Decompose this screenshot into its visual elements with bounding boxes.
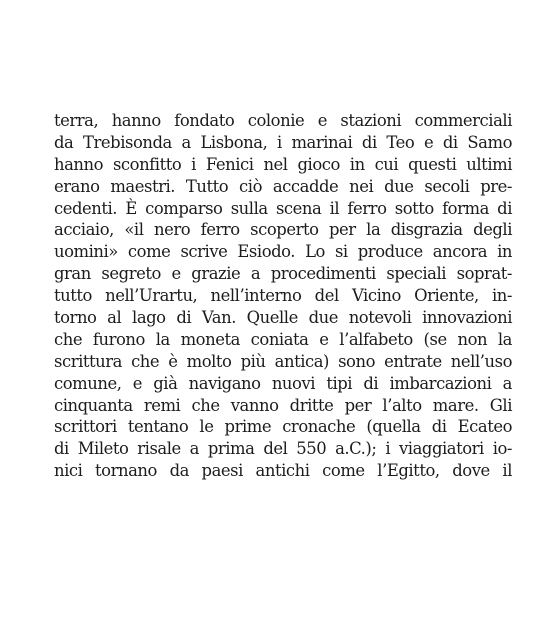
text-line: hanno sconfitto i Fenici nel gioco in cui questi ultimi — [54, 154, 512, 174]
text-line: scrittura che è molto più antica) sono entrate nell’uso — [54, 351, 512, 371]
body-text — [54, 110, 512, 482]
text-line: scrittori tentano le prime cronache (quella di Ecateo — [54, 417, 512, 437]
text-line: terra, hanno fondato colonie e stazioni commerciali — [54, 111, 512, 130]
text-line: uomini» come scrive Esiodo. Lo si produce ancora in — [54, 242, 512, 262]
text-line: di Mileto risale a prima del 550 a.C.); i viaggiatori io- — [54, 439, 512, 459]
text-line: nici tornano da paesi antichi come l’Egitto, dove il — [54, 461, 512, 481]
text-line: tutto nell’Urartu, nell’interno del Vicino Oriente, in- — [54, 286, 512, 306]
text-line: comune, e già navigano nuovi tipi di imbarcazioni a — [54, 373, 512, 393]
text-line: che furono la moneta coniata e l’alfabeto (se non la — [54, 329, 512, 349]
text-line: erano maestri. Tutto ciò accadde nei due secoli pre- — [54, 176, 512, 196]
text-line: cedenti. È comparso sulla scena il ferro sotto forma di — [54, 198, 512, 218]
text-line: da Trebisonda a Lisbona, i marinai di Teo e di Samo — [54, 132, 512, 152]
text-line: torno al lago di Van. Quelle due notevoli innovazioni — [54, 308, 512, 328]
text-line: acciaio, «il nero ferro scoperto per la disgrazia degli — [54, 220, 512, 240]
text-line: gran segreto e grazie a procedimenti speciali soprat- — [54, 264, 512, 284]
text-line: cinquanta remi che vanno dritte per l’alto mare. Gli — [54, 395, 512, 415]
